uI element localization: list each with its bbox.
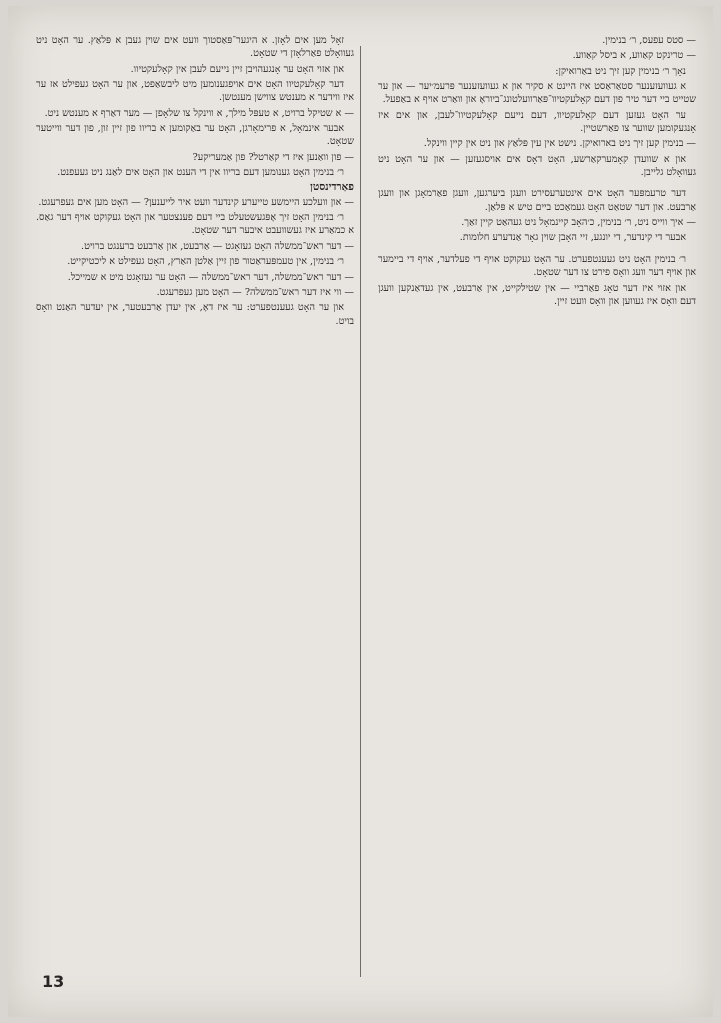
- paragraph: — סטס עפעס, ר׳ בנימין.: [602, 35, 696, 46]
- paragraph: ער האָט געזען דעם קאָלעקטיוו, דעם נייעם קאָלעקטיוו־לעבן, און אים איז אָנגעקומען שווער צו פאַרשטיין.: [378, 109, 696, 135]
- paragraph: זאָל מען אים לאָזן. א היגער־פּאַסטוך וועט אים שוין געבן א פּלאַץ. ער האָט ניט געוואָלט פאַרלאָזן די שטאָט.: [36, 35, 354, 60]
- paragraph: און אזוי איז דער טאָג פאַרביי — אין שטילקייט, אין אַרבעט, אין געדאַנקען וועגן דעם וואָס איז געווען און וואָס וועט זיין.: [378, 282, 696, 307]
- paragraph: — טרינקט קאַווע, א ביסל קאַווע.: [572, 50, 696, 62]
- paragraph: א געוועזענער סטאַראַסט איז היינט א סקיר און א געוועזענער פּרעמ׳יער — און ער שטייט ביי דער טיר פון דעם קאָלעקטיוו־פּאַרוועלטונג־ביוראָ און וואַרט אויף א באַפעל.: [378, 81, 696, 106]
- paragraph: און א שוועדן קאָמערקאַרשע, האָט דאָס אים אויסגעזען — און ער האָט ניט געוואָלט גלייבן.: [378, 153, 696, 179]
- paragraph: — איך ווייס ניט, ר׳ בנימין, כ׳האָב קיינמאָל ניט געהאַט קיין זאַך.: [461, 217, 696, 229]
- paragraph: — דער ראש־ממשלה האָט געזאָגט — אַרבעט, און אַרבעט ברענגט ברויט.: [81, 240, 354, 252]
- page-number: 13: [42, 972, 65, 991]
- paragraph: נאָך ר׳ בנימין קען זיך ניט באַרואיקן:: [555, 65, 686, 77]
- paragraph: — א שטיקל ברויט, א טעפּל מילך, א ווינקל צו שלאָפן — מער דאַרף א מענטש ניט.: [44, 107, 354, 119]
- paragraph: און ער האָט געענטפערט: ער איז דאָ, אין יעדן אַרבעטער, אין יעדער האַנט וואָס בויט.: [36, 302, 354, 327]
- left-column: [36, 34, 354, 330]
- paragraph: — פון וואַנען איז די קאַרטל? פון אַמעריקע?: [192, 151, 354, 163]
- paragraph: דער קאָלעקטיוו האָט אים אויפגענומען מיט ליבשאַפט, און ער האָט געפילט אז ער איז ווידער א מענטש צווישן מענטשן.: [36, 79, 354, 104]
- paragraph: אבער די קינדער, די יונגע, זיי האָבן שוין גאָר אַנדערע חלומות.: [459, 232, 686, 244]
- paragraph: ר׳ בנימין האָט זיך אָפּגעשטעלט ביי דעם פענצטער און האָט געקוקט אויף דער גאַס. א כמאַרע איז געשוועבט איבער דער שטאָט.: [36, 212, 354, 237]
- paragraph: אבער אינמאָל, א פרימאָרגן, האָט ער באַקומען א בריוו פון זיין זון, פון דער ווייטער שטאָט.: [36, 123, 354, 148]
- newspaper-page: [8, 6, 713, 1017]
- paragraph: דער טרעמפּער האָט אים אינטערעסירט וועגן ביערגען, וועגן פאַרמאָגן און וועגן אַרבעט. און דער שטאַט האָט געמאַכט ביים טיש א פּלאַן.: [378, 188, 696, 213]
- paragraph: — דער ראש־ממשלה, דער ראש־ממשלה — האָט ער געזאָגט מיט א שמייכל.: [67, 271, 354, 283]
- column-divider: [360, 46, 361, 977]
- paragraph: — ווי איז דער ראש־ממשלה? — האָט מען געפרעגט.: [156, 286, 354, 298]
- paragraph: ר׳ בנימין האָט גענומען דעם בריוו אין די הענט און האָט אים לאַנג ניט געעפנט.: [57, 167, 344, 179]
- paragraph: — און וועלכע היימשע טייערע קינדער וועט איר לייענען? — האָט מען אים געפרעגט.: [38, 196, 354, 208]
- right-column: [378, 34, 696, 310]
- paragraph: און אזוי האָט ער אָנגעהויבן זיין נייעם לעבן אין קאָלעקטיוו.: [130, 63, 344, 75]
- paragraph: ר׳ בנימין, אין טעמפּעראַטור פון זיין אַלטן האַרץ, האָט געפילט א ליכטיקייט.: [67, 256, 344, 268]
- section-heading: פאַרדינסטן: [310, 181, 354, 194]
- paragraph: — בנימין קען זיך ניט בארואיקן. נישט אין עין פּלאַץ און ניט אין קיין ווינקל.: [423, 138, 696, 150]
- paragraph: ר׳ בנימין האָט ניט געענטפערט. ער האָט געקוקט אויף די פעלדער, אויף די ביימער און אויף דער וועג וואָס פירט צו דער שטאָט.: [378, 253, 696, 279]
